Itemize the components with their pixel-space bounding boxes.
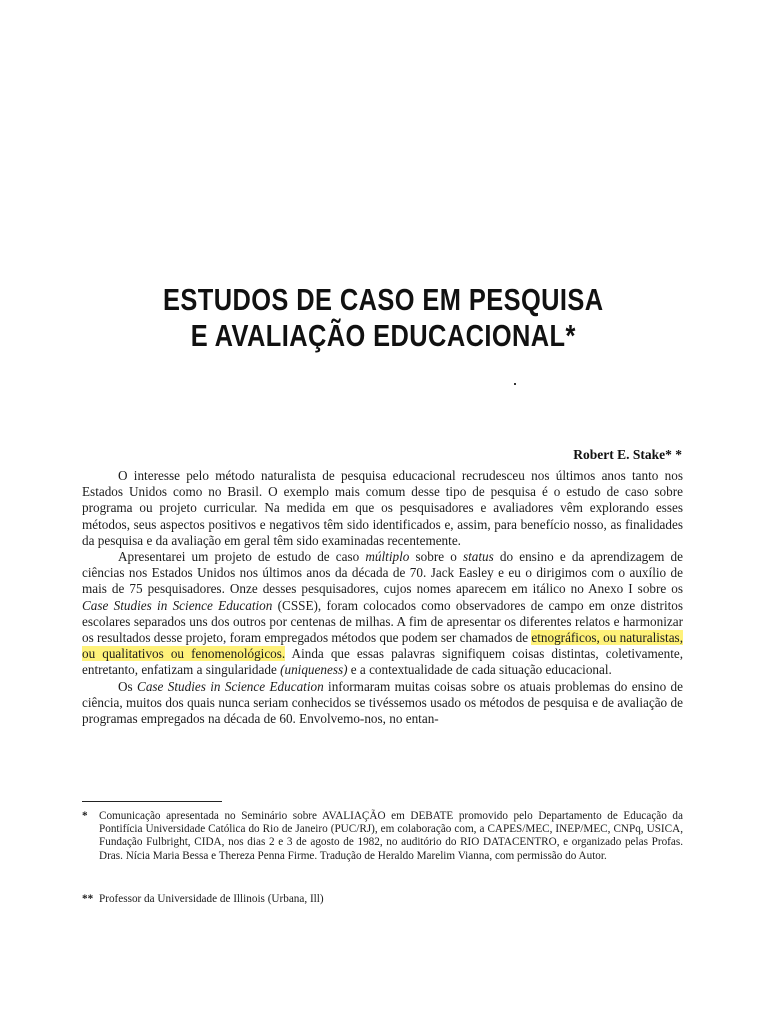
text-run: sobre o [409, 549, 463, 565]
italic-text: Case Studies in Science Education [82, 597, 273, 613]
text-run: Apresentarei um projeto de estudo de caso [118, 549, 366, 565]
highlighted-text: etnográficos, ou naturalistas, ou qualitativos ou fenomenológicos. [82, 630, 683, 662]
italic-text: (uniqueness) [280, 662, 348, 678]
paragraph [82, 549, 683, 679]
stray-mark [514, 383, 516, 385]
article-body [82, 468, 683, 727]
footnote [82, 893, 683, 906]
text-run: Ainda que essas palavras signifiquem coisas distintas, coletivamente, entretanto, enfatizam a singularidade [82, 646, 684, 678]
text-run: Os [118, 678, 138, 694]
italic-text: Case Studies in Science Education [137, 678, 324, 694]
footnote-mark: ** [82, 893, 94, 905]
footnote [82, 810, 683, 863]
footnote-mark: * [82, 810, 88, 822]
text-run: e a contextualidade de cada situação educacional. [347, 662, 612, 678]
italic-text: múltiplo [365, 549, 410, 565]
text-run: informaram muitas coisas sobre os atuais problemas do ensino de ciência, muitos dos quais nunca seriam conhecidos se tivéssemos usado os métodos de pesquisa e de avaliação de programas empregados na década de 60. Envolvemo-nos, no entan- [82, 678, 684, 727]
title-line-1: ESTUDOS DE CASO EM PESQUISA [163, 282, 604, 317]
italic-text: status [462, 549, 494, 565]
footnote-text: Professor da Universidade de Illinois (Urbana, Ill) [99, 893, 324, 906]
text-run: O interesse pelo método naturalista de pesquisa educacional recrudesceu nos últimos anos tanto nos Estados Unidos como no Brasil. O exemplo mais comum desse tipo de pesquisa é o estudo de caso sobre programa ou projeto curricular. Na medida em que os pesquisadores e avaliadores vêm explorando esses métodos, seus aspectos positivos e negativos têm sido identificados e, assim, para benefício nosso, as finalidades da pesquisa e da avaliação em geral têm sido examinadas recentemente. [82, 468, 683, 548]
text-run: (CSSE), foram colocados como observadores de campo em onze distritos escolares separados uns dos outros por centenas de milhas. A fim de apresentar os diferentes relatos e harmonizar os resultados desse projeto, foram empregados métodos que podem ser chamados de [82, 597, 683, 646]
author-name: Robert E. Stake* * [573, 447, 682, 462]
footnote-text: Comunicação apresentada no Seminário sobre AVALIAÇÃO em DEBATE promovido pelo Departamento de Educação da Pontifícia Universidade Católica do Rio de Janeiro (PUC/RJ), em colaboração com, a CAPES/MEC, INEP/MEC, CNPq, USICA, Fundação Fulbright, CIDA, nos dias 2 e 3 de agosto de 1982, no auditório do RIO DATACENTRO, e organizado pelas Profas. Dras. Nícia Maria Bessa e Thereza Penna Firme. Tradução de Heraldo Marelim Vianna, com permissão do Autor. [99, 810, 683, 862]
text-run: do ensino e da aprendizagem de ciências nos Estados Unidos nos últimos anos da década de 70. Jack Easley e eu o dirigimos com o auxílio de mais de 75 pesquisadores. Onze desses pesquisadores, cujos nomes aparecem em itálico no Anexo I sobre os [82, 549, 683, 597]
footnote-divider [82, 801, 222, 802]
document-title [68, 282, 698, 354]
paragraph [82, 679, 683, 728]
title-line-2: E AVALIAÇÃO EDUCACIONAL* [190, 318, 576, 353]
paragraph [82, 468, 683, 549]
